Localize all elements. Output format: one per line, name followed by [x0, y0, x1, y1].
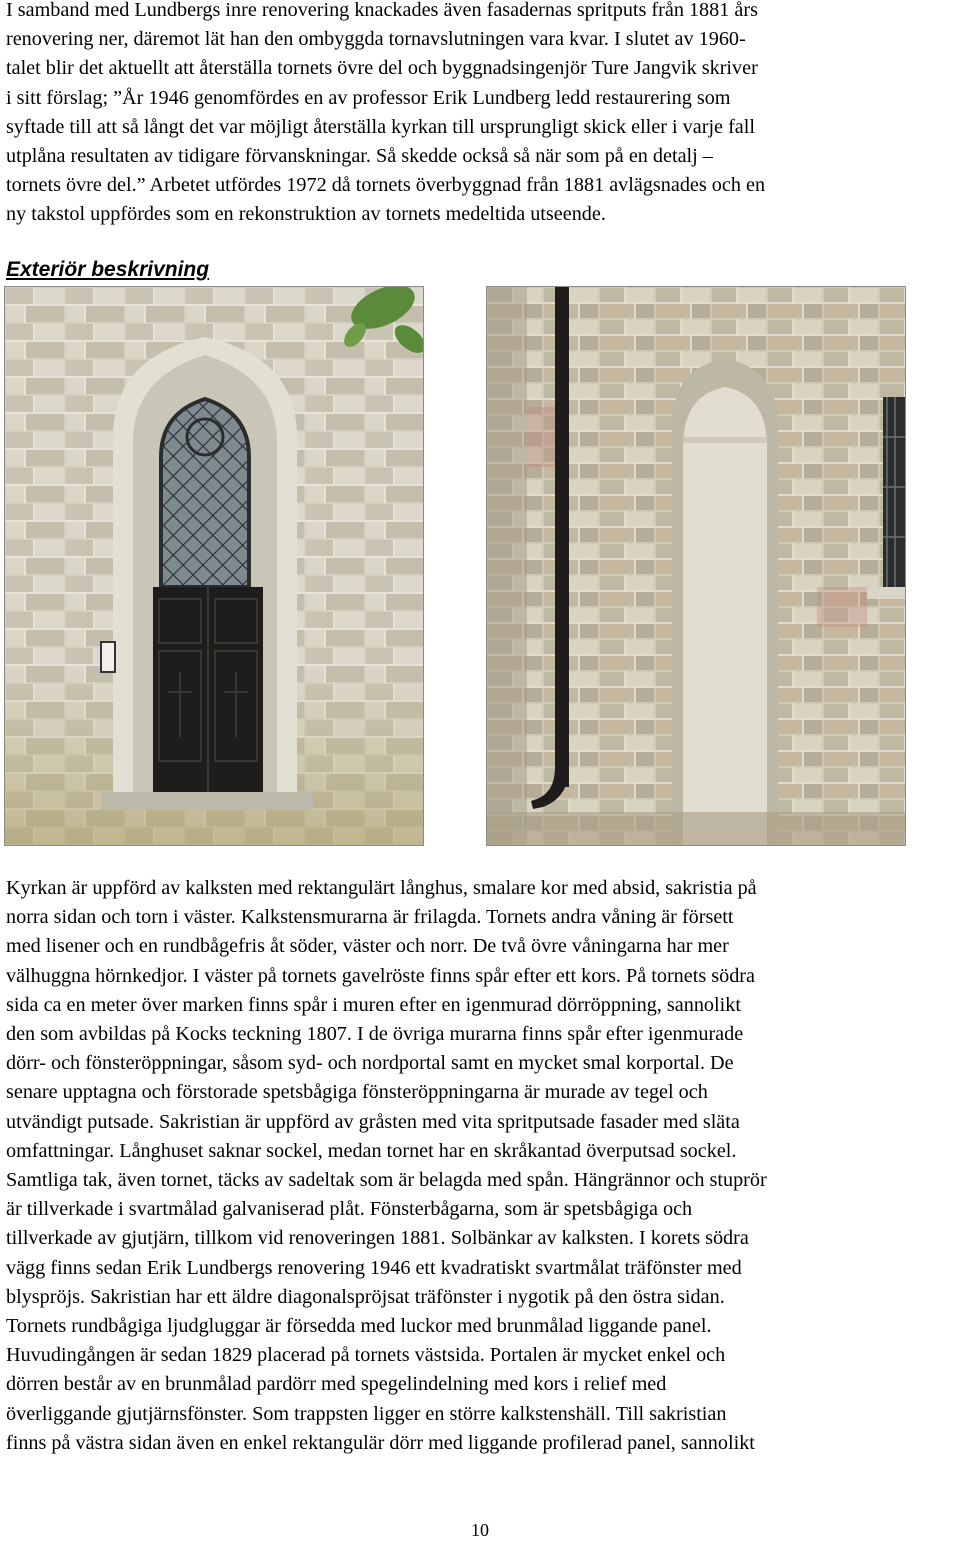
text-line: dörr- och fönsteröppningar, såsom syd- och nordportal samt en mycket smal korportal. De [6, 1052, 734, 1075]
text-line: ny takstol uppfördes som en rekonstruktion av tornets medeltida utseende. [6, 203, 606, 226]
page-number: 10 [471, 1520, 489, 1540]
text-line: sida ca en meter över marken finns spår i muren efter en igenmurad dörröppning, sannolikt [6, 993, 741, 1016]
bricked-door-photo [486, 286, 906, 846]
text-line: utvändigt putsade. Sakristian är uppförd av gråsten med vita spritputsade fasader med släta [6, 1110, 740, 1133]
text-line: tornets övre del.” Arbetet utfördes 1972 då tornets överbyggnad från 1881 avlägsnades och en [6, 174, 766, 197]
text-line: Samtliga tak, även tornet, täcks av sadeltak som är belagda med spån. Hängrännor och stuprör [6, 1169, 767, 1192]
text-line: är tillverkade i svartmålad galvaniserad plåt. Fönsterbågarna, som är spetsbågiga och [6, 1198, 693, 1221]
text-line: blyspröjs. Sakristian har ett äldre diagonalspröjsat träfönster i nygotik på den östra sidan. [6, 1285, 725, 1308]
text-line: renovering ner, däremot lät han den ombyggda tornavslutningen vara kvar. I slutet av 1960- [6, 28, 746, 51]
text-line: I samband med Lundbergs inre renovering knackades även fasadernas spritputs från 1881 års [6, 0, 758, 21]
text-line: norra sidan och torn i väster. Kalkstensmurarna är frilagda. Tornets andra våning är försett [6, 906, 734, 929]
text-line: utplåna resultaten av tidigare förvanskningar. Så skedde också så när som på en detalj – [6, 145, 713, 168]
section-heading: Exteriör beskrivning [6, 258, 210, 281]
text-line: senare upptagna och förstorade spetsbågiga fönsteröppningarna är murade av tegel och [6, 1081, 708, 1104]
intro-paragraph [6, 0, 954, 230]
text-line: Kyrkan är uppförd av kalksten med rektangulärt långhus, smalare kor med absid, sakristia på [6, 877, 757, 899]
text-line: den som avbildas på Kocks teckning 1807. I de övriga murarna finns spår efter igenmurade [6, 1023, 744, 1046]
text-line: finns på västra sidan även en enkel rektangulär dörr med liggande profilerad panel, sannolikt [6, 1431, 755, 1454]
text-line: i sitt förslag; ”År 1946 genomfördes en av professor Erik Lundberg ledd restaurering som [6, 86, 731, 109]
text-line: tillverkade av gjutjärn, tillkom vid renoveringen 1881. Solbänkar av kalksten. I korets södra [6, 1227, 749, 1250]
text-line: välhuggna hörnkedjor. I väster på tornets gavelröste finns spår efter ett kors. På tornets södra [6, 964, 755, 987]
text-line: talet blir det aktuellt att återställa tornets övre del och byggnadsingenjör Ture Jangvik skriver [6, 57, 758, 80]
description-paragraph [6, 874, 954, 1458]
text-line: överliggande gjutjärnsfönster. Som trappsten ligger en större kalkstenshäll. Till sakristian [6, 1402, 727, 1425]
text-line: Tornets rundbågiga ljudgluggar är försedda med luckor med brunmålad liggande panel. [6, 1315, 712, 1338]
text-line: med lisener och en rundbågefris åt söder, väster och norr. De två övre våningarna har mer [6, 935, 729, 958]
text-line: omfattningar. Långhuset saknar sockel, medan tornet har en skråkantad överputsad sockel. [6, 1139, 737, 1162]
text-line: Huvudingången är sedan 1829 placerad på tornets västsida. Portalen är mycket enkel och [6, 1344, 726, 1367]
text-line: dörren består av en brunmålad pardörr med spegelindelning med kors i relief med [6, 1373, 667, 1396]
portal-photo [4, 286, 424, 846]
text-line: vägg finns sedan Erik Lundbergs renovering 1946 ett kvadratiskt svartmålat träfönster med [6, 1256, 742, 1279]
text-line: syftade till att så långt det var möjligt återställa kyrkan till ursprungligt skick eller i varje fall [6, 115, 755, 138]
